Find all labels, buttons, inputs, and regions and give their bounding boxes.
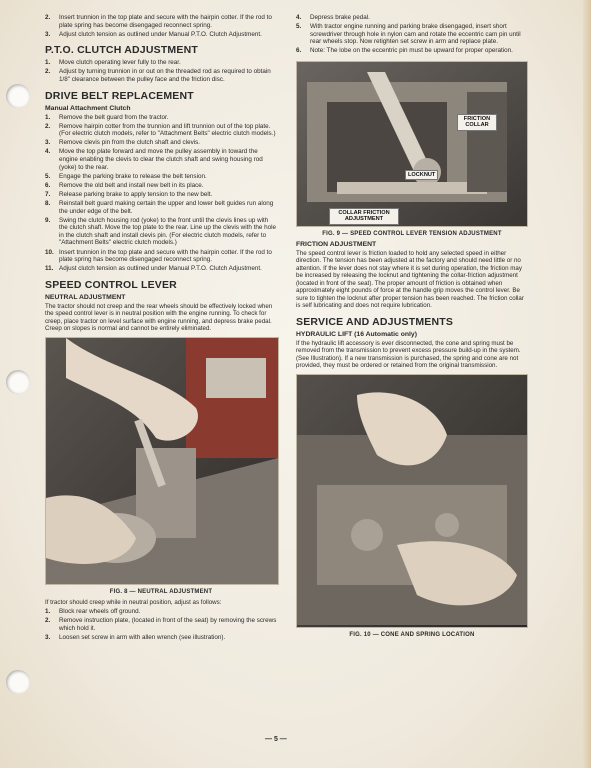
step-text: Reinstall belt guard making certain the upper and lower belt guides run along the under edge of the belt.: [59, 200, 274, 215]
step-number: 1.: [45, 608, 51, 616]
step-text: Release parking brake to apply tension to the new belt.: [59, 190, 213, 198]
friction-text: The speed control lever is friction loaded to hold any selected speed in either direction. The tension has been adjusted at the factory and should need little or no attention. If the lever does not stay where it is set during operation, the friction may be increased by releasing the locknut and tightening the collar-friction adjustment (located in front of the seat). The proper amount of friction is obtained when approximately eight pounds of force at the handle grip moves the control lever. Be sure to tighten the locknut after proper tension has been reached. The friction collar is self lubricating and does not require lubrication.: [296, 249, 524, 310]
step-text: Remove the belt guard from the tractor.: [59, 113, 169, 121]
page-edge: [583, 0, 591, 768]
step-number: 7.: [45, 190, 51, 198]
step-item: [45, 148, 277, 171]
friction-subheading: FRICTION ADJUSTMENT: [296, 240, 377, 248]
hydraulic-subheading: HYDRAULIC LIFT (16 Automatic only): [296, 330, 417, 338]
neutral-subheading: NEUTRAL ADJUSTMENT: [45, 293, 126, 301]
fig10-image: [297, 375, 527, 627]
step-number: 3.: [45, 634, 51, 642]
step-text: Remove clevis pin from the clutch shaft and clevis.: [59, 139, 201, 147]
step-number: 4.: [45, 148, 51, 156]
step-text: Note: The lobe on the eccentric pin must be upward for proper operation.: [310, 47, 513, 55]
step-item: [45, 114, 277, 122]
step-item: [45, 217, 277, 247]
step-item: [296, 14, 528, 22]
speed-heading: SPEED CONTROL LEVER: [45, 278, 177, 291]
step-number: 1.: [45, 113, 51, 121]
step-item: [45, 59, 277, 67]
step-item: [45, 123, 277, 138]
step-number: 8.: [45, 200, 51, 207]
step-number: 9.: [45, 216, 51, 224]
creep-steps: [45, 608, 277, 641]
step-item: [45, 182, 277, 190]
step-number: 6.: [296, 47, 302, 55]
step-text: Depress brake pedal.: [310, 14, 370, 21]
step-number: 5.: [296, 23, 302, 31]
step-text: Block rear wheels off ground.: [59, 608, 141, 616]
step-item: [45, 265, 277, 273]
friction-collar-label: FRICTION COLLAR: [457, 114, 497, 131]
step-text: Remove hairpin cotter from the trunnion and lift trunnion out of the top plate. (For electric clutch models, refer to "Attachment Belts" electric clutch models.): [59, 122, 276, 138]
locknut-label: LOCKNUT: [405, 170, 438, 181]
step-item: [45, 139, 277, 147]
left-column: [45, 14, 277, 643]
page-number: — 5 —: [265, 736, 287, 743]
step-item: [45, 617, 277, 632]
fig9-image: [297, 62, 527, 226]
step-text: Insert trunnion in the top plate and secure with the hairpin cotter. If the rod to plate spring has become disengaged reconnect spring.: [59, 248, 272, 264]
step-text: Move the top plate forward and move the pulley assembly in toward the engine enabling the clevis to clear the clutch shaft and swing housing rod (yoke) to the rear.: [59, 148, 263, 171]
step-item: [45, 173, 277, 181]
step-text: With tractor engine running and parking brake disengaged, insert short screwdriver through hole in nylon cam and rotate the eccentric cam pin until rear wheels stop. Now retighten set screw in arm and replace plate.: [310, 23, 521, 46]
step-item: [45, 68, 277, 83]
step-number: 2.: [45, 122, 51, 130]
step-item: [45, 608, 277, 616]
step-item: [45, 249, 277, 264]
step-number: 1.: [45, 59, 51, 67]
binder-hole: [6, 670, 30, 694]
neutral-text: The tractor should not creep and the rear wheels should be effectively locked when the speed control lever is in neutral position with the engine running. To check for creep, place tractor on level surface with engine running, and depress brake pedal. Creep on slopes is normal and cannot be entirely eliminated.: [45, 302, 273, 333]
belt-steps: [45, 114, 277, 273]
right-column: [296, 14, 528, 642]
step-number: 4.: [296, 14, 302, 21]
belt-subheading: Manual Attachment Clutch: [45, 104, 131, 112]
step-text: Move clutch operating lever fully to the rear.: [59, 59, 181, 67]
step-text: Adjust by turning trunnion in or out on the threaded rod as required to obtain 1/8" clearance between the pulley face and the friction disc.: [59, 68, 271, 83]
step-text: Remove instruction plate, (located in front of the seat) by removing the screws which hold it.: [59, 617, 277, 633]
step-number: 2.: [45, 14, 51, 21]
step-number: 2.: [45, 68, 51, 76]
step-item: [45, 200, 277, 215]
right-steps: [296, 14, 528, 55]
step-number: 6.: [45, 181, 51, 189]
step-item: [296, 47, 528, 55]
step-number: 10.: [45, 248, 54, 256]
collar-friction-label: COLLAR FRICTION ADJUSTMENT: [329, 208, 399, 225]
step-item: [45, 31, 277, 39]
fig8-photo: [45, 337, 279, 585]
hydraulic-text: If the hydraulic lift accessory is ever disconnected, the cone and spring must be removed from the transmission to prevent excess pressure build-up in the system. (See Illustration). If a new transmission is purchased, the spring and cone are not provided, they must be ordered or retained from the original transmission.: [296, 339, 521, 370]
step-item: [296, 23, 528, 46]
creep-text: If tractor should creep while in neutral position, adjust as follows:: [45, 598, 222, 606]
fig8-image: [46, 338, 278, 584]
step-number: 2.: [45, 617, 51, 625]
step-number: 3.: [45, 30, 51, 38]
step-number: 5.: [45, 172, 51, 180]
step-text: Adjust clutch tension as outlined under Manual P.T.O. Clutch Adjustment.: [59, 265, 262, 273]
belt-heading: DRIVE BELT REPLACEMENT: [45, 89, 194, 102]
step-item: [45, 14, 277, 29]
service-heading: SERVICE AND ADJUSTMENTS: [296, 315, 454, 328]
fig10-caption: FIG. 10 — CONE AND SPRING LOCATION: [349, 631, 475, 638]
fig10-photo: [296, 374, 528, 628]
step-number: 3.: [45, 139, 51, 147]
pto-steps: [45, 59, 277, 83]
step-item: [45, 634, 277, 642]
fig8-caption: FIG. 8 — NEUTRAL ADJUSTMENT: [109, 588, 213, 595]
step-text: Loosen set screw in arm with allen wrench (see illustration).: [59, 634, 226, 642]
pto-heading: P.T.O. CLUTCH ADJUSTMENT: [45, 44, 198, 57]
binder-hole: [6, 84, 30, 108]
step-text: Engage the parking brake to release the belt tension.: [59, 172, 207, 180]
step-text: Remove the old belt and install new belt in its place.: [59, 181, 204, 189]
step-text: Adjust clutch tension as outlined under Manual P.T.O. Clutch Adjustment.: [59, 30, 262, 38]
step-number: 11.: [45, 265, 54, 273]
fig9-caption: FIG. 9 — SPEED CONTROL LEVER TENSION ADJUSTMENT: [322, 230, 502, 237]
step-text: Insert trunnion in the top plate and secure with the hairpin cotter. If the rod to plate spring has become disengaged reconnect spring.: [59, 14, 272, 29]
step-text: Swing the clutch housing rod (yoke) to the front until the clevis lines up with the clutch shaft. Move the top plate to the rear. Line up the clevis with the hole in the clutch shaft and install clevis pin. (For electric clutch models, refer to "Attachment Belts" electric clutch models.): [59, 216, 277, 247]
intro-steps: [45, 14, 277, 38]
step-item: [45, 191, 277, 199]
binder-hole: [6, 370, 30, 394]
fig9-photo: [296, 61, 528, 227]
